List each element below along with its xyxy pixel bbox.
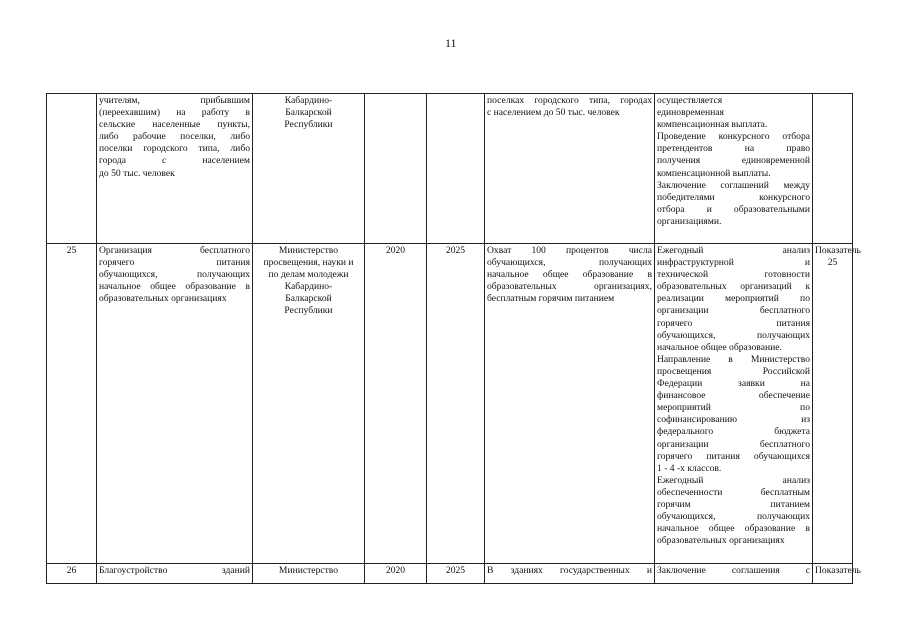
table-row — [47, 244, 853, 564]
row-number: 26 — [66, 565, 77, 576]
text-line: горячим питанием — [657, 498, 810, 510]
text-line: обучающихся, получающих — [657, 329, 810, 341]
text-line: компенсационной выплаты. — [657, 167, 771, 179]
end-year-cell — [427, 244, 485, 564]
text-line: либо рабочие поселки, либо — [99, 131, 250, 143]
end-year: 2025 — [445, 565, 466, 576]
table-row — [47, 94, 853, 244]
text-line: Министерство — [278, 245, 339, 256]
text-line: Ежегодный анализ — [657, 474, 810, 486]
text-line: 25 — [827, 257, 838, 269]
text-line: начальное общее образование в — [99, 281, 250, 293]
text-line: обучающихся, получающих — [657, 511, 810, 523]
start-year-cell — [365, 564, 427, 584]
text-line: компенсационная выплата. — [657, 119, 768, 131]
text-line: Ежегодный анализ — [657, 245, 810, 256]
result-cell — [485, 564, 655, 584]
text-line: получения единовременной — [657, 155, 810, 167]
measure-name-cell — [97, 244, 253, 564]
text-line: единовременная — [657, 107, 724, 119]
text-line: инфраструктурной и — [657, 257, 810, 269]
text-line: Республики — [284, 119, 333, 131]
text-line: Направление в Министерство — [657, 353, 810, 365]
measure-name-cell — [97, 564, 253, 584]
text-line: Кабардино- — [284, 281, 333, 293]
text-line: горячего питания — [99, 257, 250, 269]
mechanism-cell — [655, 94, 813, 244]
executor-cell — [253, 94, 365, 244]
end-year: 2025 — [445, 245, 466, 256]
text-line: образовательных организаций к — [657, 281, 810, 293]
text-line: поселках городского типа, городах — [487, 95, 652, 106]
result-cell — [485, 94, 655, 244]
text-line: Заключение соглашений между — [657, 179, 810, 191]
text-line: реализации мероприятий по — [657, 293, 810, 305]
text-line: горячего питания обучающихся — [657, 450, 810, 462]
text-line: просвещения, науки и — [263, 257, 354, 269]
text-line: горячего питания — [657, 317, 810, 329]
page-number: 11 — [445, 36, 457, 50]
text-line: организации бесплатного — [657, 305, 810, 317]
text-line: бесплатным горячим питанием — [487, 293, 615, 305]
mechanism-cell — [655, 244, 813, 564]
text-line: по делам молодежи — [268, 269, 349, 281]
text-line: В зданиях государственных и — [487, 565, 652, 576]
start-year-cell — [365, 244, 427, 564]
end-year-cell — [427, 94, 485, 244]
text-line: Проведение конкурсного отбора — [657, 131, 810, 143]
text-line: до 50 тыс. человек — [99, 167, 175, 179]
text-line: организациями. — [657, 215, 722, 227]
text-line: Федерации заявки на — [657, 378, 810, 390]
text-line: отбора и образовательными — [657, 203, 810, 215]
text-line: победителями конкурсного — [657, 191, 810, 203]
text-line: Министерство — [278, 565, 339, 576]
executor-cell — [253, 244, 365, 564]
text-line: обучающихся, получающих — [487, 257, 652, 269]
text-line: Показатель — [815, 245, 861, 256]
text-line: поселки городского типа, либо — [99, 143, 250, 155]
text-line: Республики — [284, 305, 333, 317]
text-line: финансовое обеспечение — [657, 390, 810, 402]
text-line: сельские населенные пункты, — [99, 119, 250, 131]
row-number-cell — [47, 244, 97, 564]
text-line: города с населением — [99, 155, 250, 167]
text-line: 1 - 4 -х классов. — [657, 462, 722, 474]
text-line: Показатель — [815, 565, 861, 576]
text-line: учителям, прибывшим — [99, 95, 250, 106]
indicator-cell — [813, 94, 853, 244]
start-year-cell — [365, 94, 427, 244]
mechanism-cell — [655, 564, 813, 584]
text-line: софинансированию из — [657, 414, 810, 426]
text-line: (переехавшим) на работу в — [99, 107, 250, 119]
text-line: начальное общее образование в — [657, 523, 810, 535]
text-line: Заключение соглашения с — [657, 565, 810, 576]
row-number-cell — [47, 94, 97, 244]
text-line: претендентов на право — [657, 143, 810, 155]
text-line: Охват 100 процентов числа — [487, 245, 652, 256]
text-line: начальное общее образование. — [657, 341, 782, 353]
text-line: технической готовности — [657, 269, 810, 281]
text-line: обучающихся, получающих — [99, 269, 250, 281]
row-number-cell — [47, 564, 97, 584]
program-table — [46, 93, 861, 584]
text-line: обеспеченности бесплатным — [657, 486, 810, 498]
end-year-cell — [427, 564, 485, 584]
start-year: 2020 — [385, 245, 406, 256]
text-line: просвещения Российской — [657, 365, 810, 377]
result-cell — [485, 244, 655, 564]
text-line: осуществляется — [657, 95, 723, 106]
indicator-cell — [813, 564, 861, 584]
executor-cell — [253, 564, 365, 584]
measure-name-cell — [97, 94, 253, 244]
text-line: Благоустройство зданий — [99, 565, 250, 576]
indicator-cell — [813, 244, 861, 564]
text-line: образовательных организациях — [657, 535, 785, 547]
text-line: Организация бесплатного — [99, 245, 250, 256]
text-line: федерального бюджета — [657, 426, 810, 438]
text-line: мероприятий по — [657, 402, 810, 414]
text-line: с населением до 50 тыс. человек — [487, 107, 620, 119]
text-line: организации бесплатного — [657, 438, 810, 450]
text-line: Балкарской — [285, 293, 332, 305]
start-year: 2020 — [385, 565, 406, 576]
text-line: Балкарской — [285, 107, 332, 119]
text-line: Кабардино- — [284, 95, 333, 106]
row-number: 25 — [66, 245, 77, 256]
text-line: образовательных организациях — [99, 293, 227, 305]
text-line: образовательных организациях, — [487, 281, 652, 293]
text-line: начальное общее образование в — [487, 269, 652, 281]
table-row — [47, 564, 853, 584]
